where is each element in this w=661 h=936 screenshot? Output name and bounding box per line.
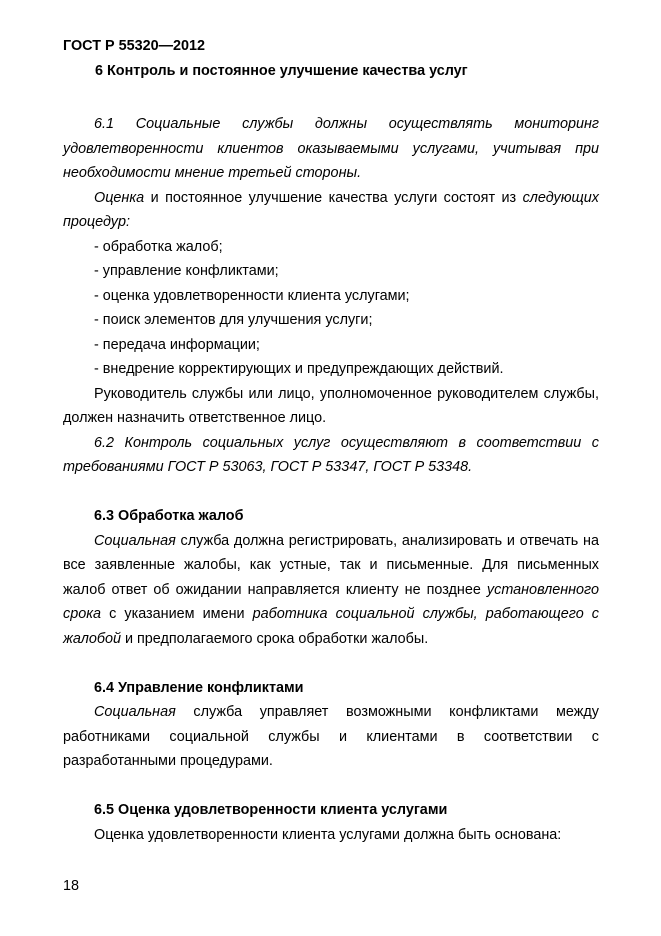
document-code-header: ГОСТ Р 55320—2012: [63, 38, 206, 54]
paragraph-evaluation: Оценка и постоянное улучшение качества услуги состоят из следующих процедур:: [63, 189, 599, 230]
paragraph-6-3: Социальная служба должна регистрировать, анализировать и отвечать на все заявленные жалобы, как устные, так и письменные. Для письменных жалоб ответ об ожидании направляется клиенту не позднее установленного срока с указанием имени работника социальной службы, работающего с жалобой и предполагаемого срока обработки жалобы.: [63, 532, 599, 647]
procedure-item: - обработка жалоб;: [94, 238, 223, 255]
procedure-item: - поиск элементов для улучшения услуги;: [94, 312, 373, 328]
paragraph-6-4: Социальная служба управляет возможными конфликтами между работниками социальной службы и клиентами в соответствии с разработанными процедурами.: [63, 704, 599, 769]
paragraph-6-5: Оценка удовлетворенности клиента услугами должна быть основана:: [94, 826, 562, 843]
paragraph-responsible-person: Руководитель службы или лицо, уполномоченное руководителем службы, должен назначить ответственное лицо.: [63, 385, 599, 426]
section-6-title: 6 Контроль и постоянное улучшение качества услуг: [95, 63, 468, 79]
section-6-5-title: 6.5 Оценка удовлетворенности клиента услугами: [94, 802, 448, 818]
procedure-item: - передача информации;: [94, 336, 260, 353]
section-6-3-title: 6.3 Обработка жалоб: [94, 508, 244, 524]
page-number: 18: [63, 878, 80, 894]
paragraph-6-1: 6.1 Социальные службы должны осуществлять мониторинг удовлетворенности клиентов оказываемыми услугами, учитывая при необходимости мнение третьей стороны.: [63, 116, 599, 181]
section-6-4-title: 6.4 Управление конфликтами: [94, 679, 304, 696]
document-body: [63, 112, 599, 847]
procedure-item: - управление конфликтами;: [94, 263, 279, 279]
procedure-item: - внедрение корректирующих и предупреждающих действий.: [94, 361, 504, 377]
procedure-item: - оценка удовлетворенности клиента услугами;: [94, 287, 410, 304]
paragraph-6-2: 6.2 Контроль социальных услуг осуществляют в соответствии с требованиями ГОСТ Р 53063, ГОСТ Р 53347, ГОСТ Р 53348.: [63, 434, 599, 475]
